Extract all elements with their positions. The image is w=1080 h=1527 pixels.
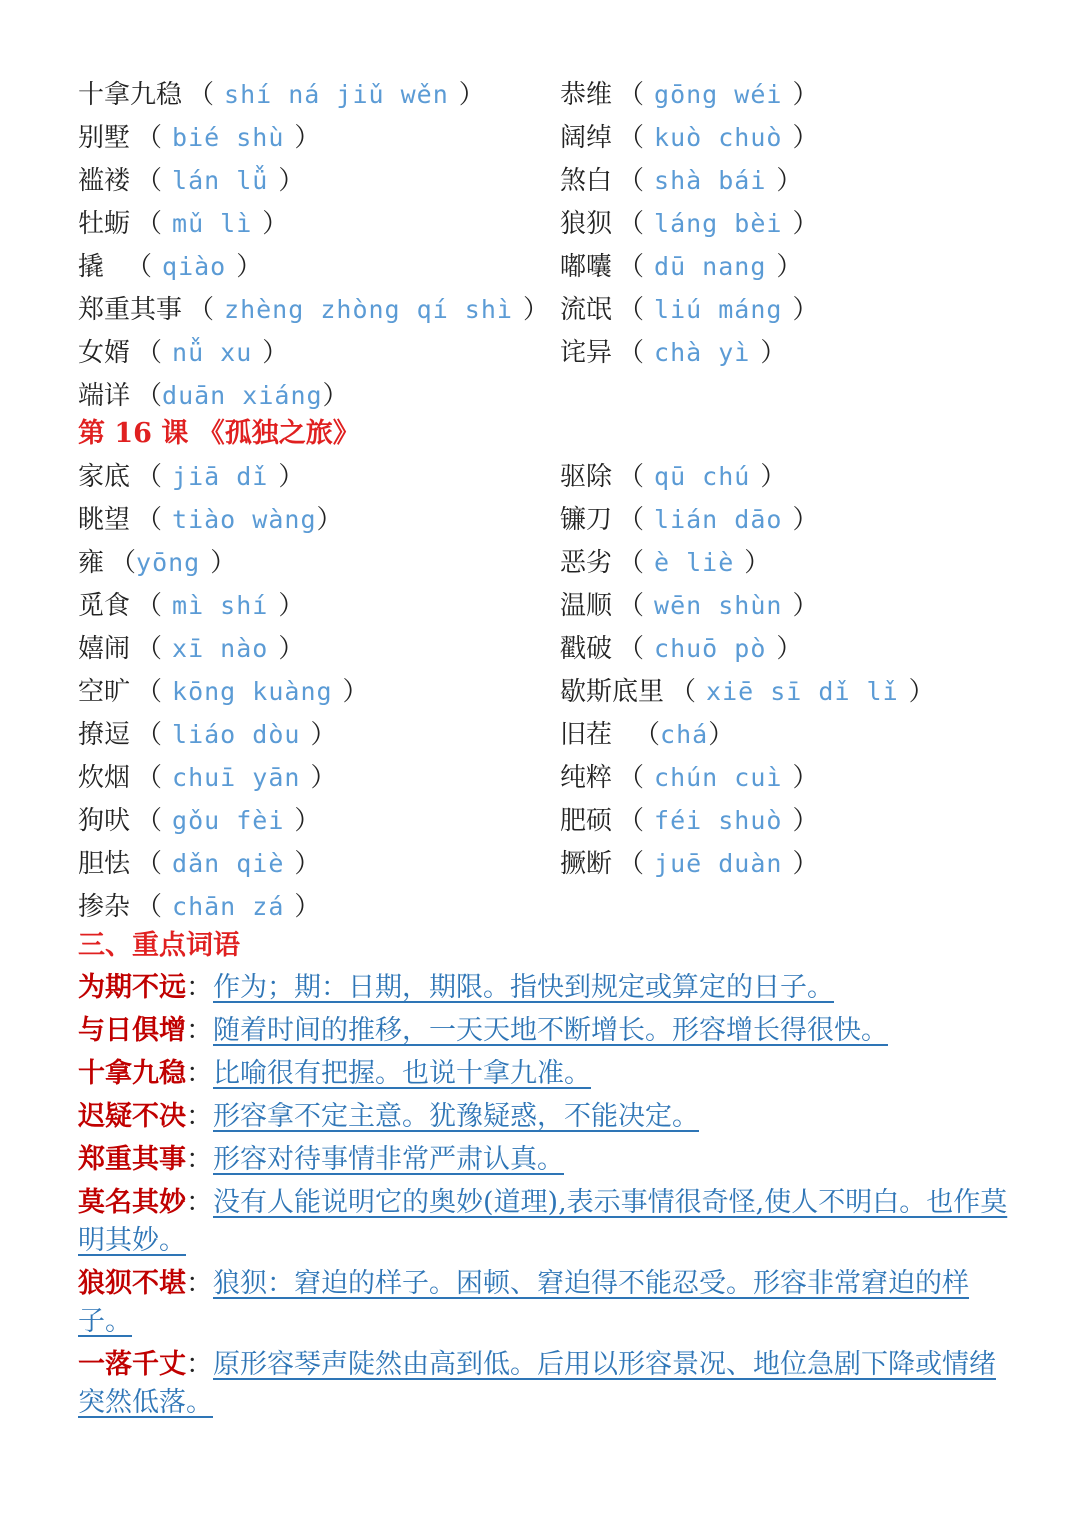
vocab-pinyin: wēn shùn (654, 591, 783, 620)
vocab-word: 肥硕 (560, 806, 613, 836)
vocab-item: 空旷 （ kōng kuàng ） (78, 677, 369, 707)
vocab-pinyin: shí ná jiǔ wěn (224, 80, 449, 109)
vocab-pinyin: mǔ lì (172, 209, 253, 238)
vocab-word: 掺杂 (78, 892, 131, 922)
vocab-pinyin: yōng (136, 548, 201, 577)
vocab-pinyin: xiē sī dǐ lǐ (706, 677, 899, 706)
vocab-pinyin: liáo dòu (172, 720, 301, 749)
vocab-pinyin: chá (660, 720, 709, 749)
definition-meaning: 狼狈：窘迫的样子。困顿、窘迫得不能忍受。形容非常窘迫的样子。 (78, 1268, 969, 1337)
vocab-pinyin: dǎn qiè (172, 849, 285, 878)
vocab-pinyin: lán lǚ (172, 166, 269, 195)
definition-meaning: 作为；期：日期，期限。指快到规定或算定的日子。 (213, 972, 834, 1003)
lesson-heading: 第 16 课 《孤独之旅》 (78, 418, 360, 449)
definition-term: 郑重其事 (78, 1144, 186, 1175)
vocab-word: 煞白 (560, 166, 613, 196)
vocab-pinyin: nǚ xu (172, 338, 253, 367)
definition-item: 狼狈不堪：狼狈：窘迫的样子。困顿、窘迫得不能忍受。形容非常窘迫的样子。 (78, 1268, 969, 1337)
vocab-word: 胆怯 (78, 849, 131, 879)
vocab-item: 十拿九稳 （ shí ná jiǔ wěn ） (78, 80, 485, 110)
vocab-item: 恭维 （ gōng wéi ） (560, 80, 819, 110)
vocab-pinyin: tiào wàng (172, 505, 317, 534)
definition-item: 迟疑不决：形容拿不定主意。犹豫疑惑，不能决定。 (78, 1101, 699, 1132)
vocab-word: 撬 (78, 252, 105, 282)
vocab-item: 诧异 （ chà yì ） (560, 338, 787, 368)
vocab-pinyin: chuī yān (172, 763, 301, 792)
vocab-pinyin: shà bái (654, 166, 767, 195)
vocab-word: 炊烟 (78, 763, 131, 793)
vocab-word: 空旷 (78, 677, 131, 707)
definition-meaning: 随着时间的推移，一天天地不断增长。形容增长得很快。 (213, 1015, 888, 1046)
definition-term: 为期不远 (78, 972, 186, 1003)
vocab-word: 十拿九稳 (78, 80, 183, 110)
vocab-pinyin: chuō pò (654, 634, 767, 663)
vocab-word: 驱除 (560, 462, 613, 492)
vocab-item: 戳破 （ chuō pò ） (560, 634, 803, 664)
vocab-item: 家底 （ jiā dǐ ） (78, 462, 305, 492)
definition-item: 莫名其妙：没有人能说明它的奥妙(道理),表示事情很奇怪,使人不明白。也作莫明其妙。 (78, 1187, 1008, 1256)
vocab-item: 女婿 （ nǚ xu ） (78, 338, 289, 368)
definition-term: 一落千丈 (78, 1349, 186, 1380)
vocab-pinyin: gōng wéi (654, 80, 783, 109)
vocab-pinyin: kōng kuàng (172, 677, 333, 706)
definition-term: 与日俱增 (78, 1015, 186, 1046)
vocab-pinyin: liú máng (654, 295, 783, 324)
vocab-item: 雍 （yōng ） (78, 548, 237, 578)
vocab-item: 煞白 （ shà bái ） (560, 166, 803, 196)
vocab-word: 歇斯底里 (560, 677, 665, 707)
vocab-item: 牡蛎 （ mǔ lì ） (78, 209, 289, 239)
vocab-pinyin: chān zá (172, 892, 285, 921)
definition-item: 郑重其事：形容对待事情非常严肃认真。 (78, 1144, 564, 1175)
section-heading: 三、重点词语 (78, 930, 240, 961)
vocab-word: 狼狈 (560, 209, 613, 239)
vocab-pinyin: juē duàn (654, 849, 783, 878)
vocab-item: 撩逗 （ liáo dòu ） (78, 720, 337, 750)
vocab-word: 雍 (78, 548, 105, 578)
vocab-word: 戳破 (560, 634, 613, 664)
vocab-word: 牡蛎 (78, 209, 131, 239)
definition-item: 与日俱增：随着时间的推移，一天天地不断增长。形容增长得很快。 (78, 1015, 888, 1046)
vocab-word: 纯粹 (560, 763, 613, 793)
vocab-word: 撩逗 (78, 720, 131, 750)
vocab-item: 歇斯底里 （ xiē sī dǐ lǐ ） (560, 677, 935, 707)
vocab-word: 恭维 (560, 80, 613, 110)
vocab-word: 端详 (78, 381, 131, 411)
vocab-word: 撅断 (560, 849, 613, 879)
vocab-pinyin: dū nang (654, 252, 767, 281)
vocab-word: 褴褛 (78, 166, 131, 196)
vocab-item: 郑重其事 （ zhèng zhòng qí shì ） (78, 295, 549, 325)
vocab-pinyin: lián dāo (654, 505, 783, 534)
definition-meaning: 没有人能说明它的奥妙(道理),表示事情很奇怪,使人不明白。也作莫明其妙。 (78, 1187, 1008, 1256)
vocab-word: 旧茬 (560, 720, 613, 750)
vocab-pinyin: bié shù (172, 123, 285, 152)
vocab-pinyin: láng bèi (654, 209, 783, 238)
definition-item: 一落千丈：原形容琴声陡然由高到低。后用以形容景况、地位急剧下降或情绪突然低落。 (78, 1349, 996, 1418)
vocab-item: 阔绰 （ kuò chuò ） (560, 123, 819, 153)
vocab-item: 嘟囔 （ dū nang ） (560, 252, 803, 282)
definition-term: 十拿九稳 (78, 1058, 186, 1089)
vocab-item: 炊烟 （ chuī yān ） (78, 763, 337, 793)
vocab-item: 胆怯 （ dǎn qiè ） (78, 849, 321, 879)
definition-meaning: 形容对待事情非常严肃认真。 (213, 1144, 564, 1175)
vocab-item: 掺杂 （ chān zá ） (78, 892, 321, 922)
vocab-pinyin: duān xiáng (162, 381, 323, 410)
definition-term: 狼狈不堪 (78, 1268, 186, 1299)
definition-meaning: 比喻很有把握。也说十拿九准。 (213, 1058, 591, 1089)
vocab-word: 恶劣 (560, 548, 613, 578)
vocab-item: 驱除 （ qū chú ） (560, 462, 787, 492)
vocab-word: 别墅 (78, 123, 131, 153)
vocab-word: 觅食 (78, 591, 131, 621)
definition-term: 迟疑不决 (78, 1101, 186, 1132)
vocab-word: 女婿 (78, 338, 131, 368)
vocab-word: 郑重其事 (78, 295, 183, 325)
vocab-word: 镰刀 (560, 505, 613, 535)
vocab-item: 觅食 （ mì shí ） (78, 591, 305, 621)
vocab-item: 狼狈 （ láng bèi ） (560, 209, 819, 239)
vocab-word: 诧异 (560, 338, 613, 368)
vocab-item: 撬 （ qiào ） (78, 252, 263, 282)
definition-term: 莫名其妙 (78, 1187, 186, 1218)
vocab-pinyin: jiā dǐ (172, 462, 269, 491)
vocab-word: 狗吠 (78, 806, 131, 836)
vocab-pinyin: mì shí (172, 591, 269, 620)
vocab-item: 端详 （duān xiáng） (78, 381, 349, 411)
definition-meaning: 形容拿不定主意。犹豫疑惑，不能决定。 (213, 1101, 699, 1132)
vocab-item: 狗吠 （ gǒu fèi ） (78, 806, 321, 836)
vocab-pinyin: gǒu fèi (172, 806, 285, 835)
vocab-item: 温顺 （ wēn shùn ） (560, 591, 819, 621)
vocab-pinyin: féi shuò (654, 806, 783, 835)
vocab-item: 肥硕 （ féi shuò ） (560, 806, 819, 836)
definition-meaning: 原形容琴声陡然由高到低。后用以形容景况、地位急剧下降或情绪突然低落。 (78, 1349, 996, 1418)
vocab-pinyin: chún cuì (654, 763, 783, 792)
vocab-word: 家底 (78, 462, 131, 492)
vocab-word: 嘟囔 (560, 252, 613, 282)
vocab-item: 嬉闹 （ xī nào ） (78, 634, 305, 664)
definition-item: 十拿九稳：比喻很有把握。也说十拿九准。 (78, 1058, 591, 1089)
vocab-pinyin: qiào (162, 252, 227, 281)
vocab-item: 镰刀 （ lián dāo ） (560, 505, 819, 535)
vocab-item: 褴褛 （ lán lǚ ） (78, 166, 305, 196)
vocab-item: 恶劣 （ è liè ） (560, 548, 771, 578)
vocab-item: 流氓 （ liú máng ） (560, 295, 819, 325)
vocab-word: 流氓 (560, 295, 613, 325)
vocab-pinyin: chà yì (654, 338, 751, 367)
vocab-pinyin: xī nào (172, 634, 269, 663)
vocab-pinyin: qū chú (654, 462, 751, 491)
vocab-item: 别墅 （ bié shù ） (78, 123, 321, 153)
vocab-pinyin: è liè (654, 548, 735, 577)
vocab-word: 嬉闹 (78, 634, 131, 664)
vocab-pinyin: zhèng zhòng qí shì (224, 295, 513, 324)
vocab-item: 眺望 （ tiào wàng） (78, 505, 343, 535)
vocab-item: 旧茬 （chá） (560, 720, 735, 750)
vocab-word: 眺望 (78, 505, 131, 535)
vocab-pinyin: kuò chuò (654, 123, 783, 152)
vocab-item: 撅断 （ juē duàn ） (560, 849, 819, 879)
vocab-word: 阔绰 (560, 123, 613, 153)
definition-item: 为期不远：作为；期：日期，期限。指快到规定或算定的日子。 (78, 972, 834, 1003)
vocab-item: 纯粹 （ chún cuì ） (560, 763, 819, 793)
vocab-word: 温顺 (560, 591, 613, 621)
